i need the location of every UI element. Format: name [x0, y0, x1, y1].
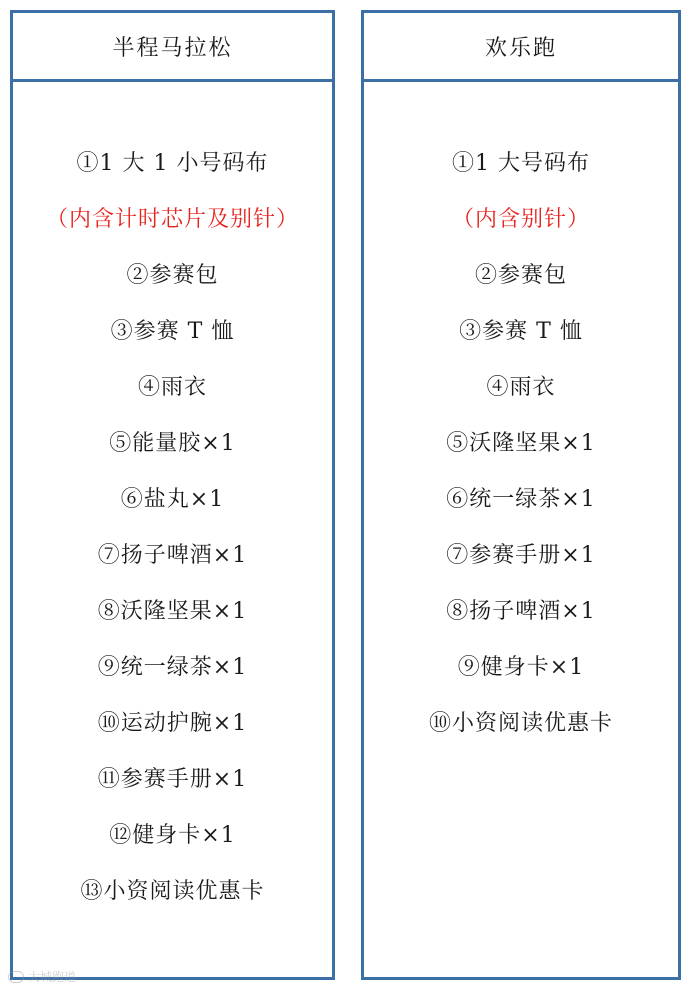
list-item: ⑫健身卡×1 [109, 823, 236, 848]
list-item: ⑨健身卡×1 [457, 655, 585, 680]
list-item: ⑬小资阅读优惠卡 [80, 879, 265, 904]
watermark-text: 大城跑道 [28, 970, 77, 984]
list-item: ⑥盐丸×1 [120, 487, 225, 512]
watermark [8, 968, 76, 985]
list-item: ⑦扬子啤酒×1 [97, 543, 248, 568]
list-item: ④雨衣 [486, 375, 556, 400]
fun-run-items [364, 136, 678, 752]
list-item: ⑩运动护腕×1 [97, 711, 248, 736]
list-item: ①1 大号码布 [452, 151, 590, 176]
list-item-note: （内含计时芯片及别针） [45, 207, 299, 232]
list-item: ⑥统一绿茶×1 [446, 487, 596, 512]
list-item: ③参赛 T 恤 [459, 319, 583, 344]
list-item: ④雨衣 [137, 375, 207, 400]
half-marathon-panel [10, 10, 335, 980]
list-item: ②参赛包 [126, 263, 219, 288]
list-item: ⑨统一绿茶×1 [97, 655, 248, 680]
list-item: ②参赛包 [474, 263, 567, 288]
list-item: ⑪参赛手册×1 [97, 767, 248, 792]
list-item: ⑩小资阅读优惠卡 [428, 711, 613, 736]
list-item: ⑤沃隆坚果×1 [446, 431, 596, 456]
list-item: ⑧沃隆坚果×1 [97, 599, 248, 624]
fun-run-title: 欢乐跑 [364, 13, 678, 82]
fun-run-panel [361, 10, 681, 980]
list-item: ⑦参赛手册×1 [446, 543, 596, 568]
list-item: ①1 大 1 小号码布 [76, 151, 269, 176]
list-item: ③参赛 T 恤 [110, 319, 235, 344]
list-item-note: （内含别针） [451, 207, 590, 232]
list-item: ⑧扬子啤酒×1 [446, 599, 596, 624]
list-item: ⑤能量胶×1 [109, 431, 236, 456]
weibo-icon [8, 971, 24, 983]
half-marathon-title: 半程马拉松 [13, 13, 332, 82]
half-marathon-items [13, 136, 332, 920]
